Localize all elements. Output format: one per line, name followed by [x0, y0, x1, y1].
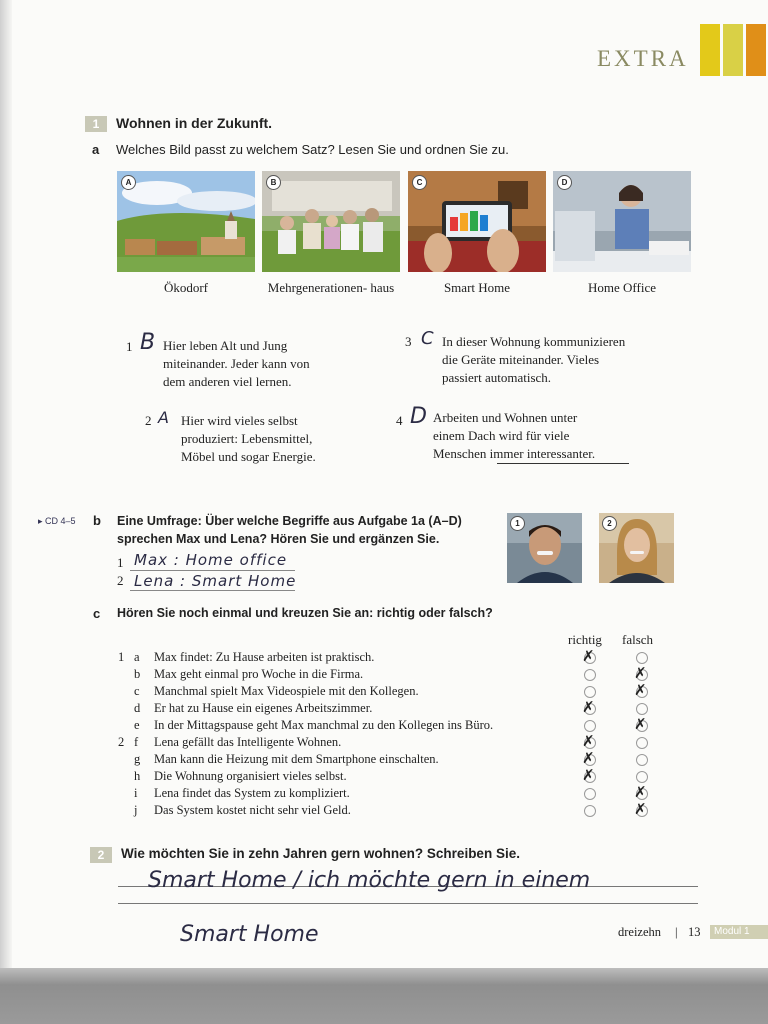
- photo-badge: C: [412, 175, 427, 190]
- subtask-c-instruction: Hören Sie noch einmal und kreuzen Sie an: richtig oder falsch?: [117, 606, 493, 620]
- cd-track-text: CD 4–5: [45, 516, 76, 526]
- extra-label: EXTRA: [597, 46, 689, 71]
- write-line: [130, 570, 295, 571]
- task-1-title: Wohnen in der Zukunft.: [116, 115, 273, 131]
- sentence-line: Hier leben Alt und Jung: [163, 338, 288, 353]
- checkbox-falsch[interactable]: [636, 703, 648, 715]
- statement-letter: a: [134, 650, 140, 664]
- scan-shadow: [0, 968, 768, 1024]
- subtask-b-label: b: [93, 513, 101, 528]
- sentence-line: Menschen immer interessanter.: [433, 446, 596, 461]
- photo-badge: D: [557, 175, 572, 190]
- statement-number: 2: [118, 735, 125, 749]
- photo-badge: A: [121, 175, 136, 190]
- caption-home-office: Home Office: [588, 280, 656, 295]
- sentence-line: dem anderen viel lernen.: [163, 374, 292, 389]
- portrait-max: [507, 513, 582, 583]
- sentence-4-number: 4: [396, 413, 403, 428]
- sentence-3-text: [442, 333, 625, 387]
- caption-oekodorf: Ökodorf: [163, 280, 209, 295]
- color-bar: [746, 24, 766, 76]
- caption-smart-home: Smart Home: [443, 280, 511, 295]
- sentence-3-number: 3: [405, 334, 412, 349]
- statement-letter: h: [134, 769, 141, 783]
- statement-letter: j: [134, 803, 138, 817]
- task-number-1: 1: [85, 116, 107, 132]
- checkbox-richtig[interactable]: [584, 686, 596, 698]
- statement-row: [118, 802, 351, 819]
- checkbox-falsch[interactable]: [636, 771, 648, 783]
- statement-row: [118, 717, 493, 734]
- statement-row: [118, 649, 374, 666]
- color-bar: [700, 24, 720, 76]
- checkbox-richtig[interactable]: [584, 720, 596, 732]
- statement-text: Max geht einmal pro Woche in die Firma.: [154, 667, 364, 681]
- photo-badge: B: [266, 175, 281, 190]
- answer-b-2-number: 2: [117, 573, 124, 588]
- statement-letter: c: [134, 684, 140, 698]
- page-number: 13: [688, 925, 701, 939]
- color-bars: [700, 24, 768, 76]
- caption-mehrgenerationenhaus: [256, 280, 406, 296]
- photo-home-office: [553, 171, 691, 272]
- sentence-line: produziert: Lebensmittel,: [181, 431, 313, 446]
- cross-mark: ✗: [582, 647, 595, 665]
- cross-mark: ✗: [634, 800, 647, 818]
- subtask-c-label: c: [93, 606, 101, 621]
- portrait-lena: [599, 513, 674, 583]
- task-2-answer-line-2[interactable]: Smart Home: [180, 922, 319, 947]
- cross-mark: ✗: [634, 664, 647, 682]
- subtask-b-instruction: [117, 512, 462, 548]
- photo-oekodorf: [117, 171, 255, 272]
- statement-letter: f: [134, 735, 139, 749]
- statement-row: [118, 734, 341, 751]
- statement-row: [118, 751, 439, 768]
- sentence-2-number: 2: [145, 413, 152, 428]
- sentence-line: Möbel und sogar Energie.: [181, 449, 316, 464]
- cross-mark: ✗: [582, 698, 595, 716]
- cross-mark: ✗: [634, 681, 647, 699]
- sentence-line: die Geräte miteinander. Vieles: [442, 352, 600, 367]
- answer-b-1-number: 1: [117, 555, 124, 570]
- statement-text: Max findet: Zu Hause arbeiten ist praktisch.: [154, 650, 375, 664]
- caption-text: Mehrgenerationen- haus: [267, 280, 395, 295]
- checkbox-richtig[interactable]: [584, 805, 596, 817]
- cross-mark: ✗: [634, 783, 647, 801]
- statement-text: Lena gefällt das Intelligente Wohnen.: [154, 735, 342, 749]
- answer-b-1-text[interactable]: Max : Home office: [134, 551, 288, 569]
- statement-letter: d: [134, 701, 141, 715]
- write-line: [130, 590, 295, 591]
- instruction-line: Eine Umfrage: Über welche Begriffe aus Aufgabe 1a (A–D): [117, 514, 462, 528]
- sentence-line: einem Dach wird für viele: [433, 428, 570, 443]
- statement-row: [118, 666, 363, 683]
- sentence-2-answer[interactable]: A: [158, 408, 169, 427]
- portrait-badge: 2: [602, 516, 617, 531]
- statement-letter: b: [134, 667, 141, 681]
- color-bar: [723, 24, 743, 76]
- statement-row: [118, 785, 350, 802]
- checkbox-falsch[interactable]: [636, 652, 648, 664]
- sentence-4-answer[interactable]: D: [410, 404, 427, 429]
- sentence-1-number: 1: [126, 339, 133, 354]
- task-2-answer-line-1[interactable]: Smart Home / ich möchte gern in einem: [148, 868, 591, 893]
- underline-stroke: [497, 463, 629, 464]
- task-number-2: 2: [90, 847, 112, 863]
- cross-mark: ✗: [582, 749, 595, 767]
- cross-mark: ✗: [582, 766, 595, 784]
- cross-mark: ✗: [634, 715, 647, 733]
- sentence-line: Hier wird vieles selbst: [181, 413, 298, 428]
- column-falsch: falsch: [622, 632, 654, 647]
- photo-mehrgenerationenhaus: [262, 171, 400, 272]
- sentence-1-text: [163, 337, 310, 391]
- write-line: [118, 903, 698, 904]
- statement-text: Er hat zu Hause ein eigenes Arbeitszimmer.: [154, 701, 373, 715]
- column-richtig: richtig: [568, 632, 602, 647]
- cd-track-label: ▸ CD 4–5: [38, 516, 76, 526]
- statement-letter: g: [134, 752, 141, 766]
- subtask-a-label: a: [92, 142, 100, 157]
- statement-text: In der Mittagspause geht Max manchmal zu den Kollegen ins Büro.: [154, 718, 494, 732]
- statement-number: 1: [118, 650, 125, 664]
- statement-text: Manchmal spielt Max Videospiele mit den Kollegen.: [154, 684, 419, 698]
- statement-letter: e: [134, 718, 140, 732]
- statement-row: [118, 768, 347, 785]
- sentence-line: Arbeiten und Wohnen unter: [433, 410, 578, 425]
- statement-text: Man kann die Heizung mit dem Smartphone einschalten.: [154, 752, 439, 766]
- statement-text: Das System kostet nicht sehr viel Geld.: [154, 803, 351, 817]
- subtask-a-instruction: Welches Bild passt zu welchem Satz? Lesen Sie und ordnen Sie zu.: [116, 142, 509, 157]
- cross-mark: ✗: [582, 732, 595, 750]
- statement-letter: i: [134, 786, 138, 800]
- sentence-1-answer[interactable]: B: [140, 330, 156, 355]
- instruction-line: sprechen Max und Lena? Hören Sie und ergänzen Sie.: [117, 532, 440, 546]
- sentence-line: passiert automatisch.: [442, 370, 552, 385]
- checkbox-richtig[interactable]: [584, 788, 596, 800]
- module-tab: Modul 1: [710, 925, 768, 939]
- portrait-badge: 1: [510, 516, 525, 531]
- footer-separator: |: [675, 925, 678, 939]
- checkbox-falsch[interactable]: [636, 754, 648, 766]
- statement-row: [118, 683, 419, 700]
- sentence-3-answer[interactable]: C: [421, 328, 434, 349]
- checkbox-richtig[interactable]: [584, 669, 596, 681]
- sentence-line: In dieser Wohnung kommunizieren: [442, 334, 626, 349]
- page-spine: [0, 0, 12, 968]
- checkbox-falsch[interactable]: [636, 737, 648, 749]
- sentence-4-text: [433, 409, 595, 463]
- statement-text: Lena findet das System zu kompliziert.: [154, 786, 350, 800]
- statement-text: Die Wohnung organisiert vieles selbst.: [154, 769, 347, 783]
- page-word: dreizehn: [618, 925, 662, 939]
- sentence-line: miteinander. Jeder kann von: [163, 356, 310, 371]
- statement-row: [118, 700, 372, 717]
- photo-smart-home: [408, 171, 546, 272]
- answer-b-2-text[interactable]: Lena : Smart Home: [134, 572, 297, 590]
- sentence-2-text: [181, 412, 316, 466]
- task-2-title: Wie möchten Sie in zehn Jahren gern wohnen? Schreiben Sie.: [121, 846, 520, 861]
